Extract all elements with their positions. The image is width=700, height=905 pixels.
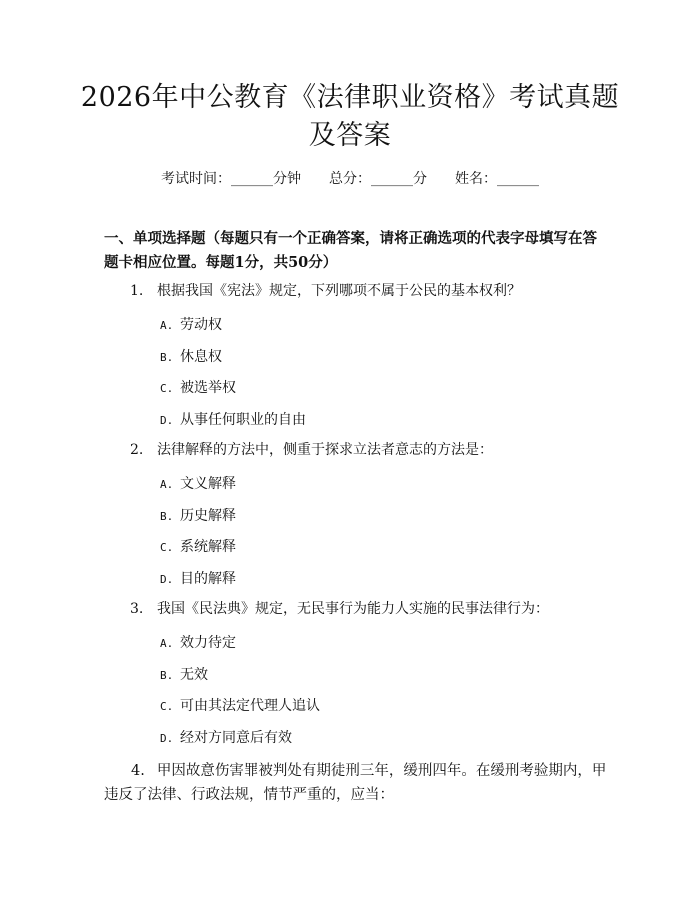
option-letter: D.	[160, 414, 174, 427]
option-text: 从事任何职业的自由	[180, 412, 306, 428]
name-field: 姓名：______	[455, 171, 539, 187]
question-number: 2.	[130, 442, 144, 458]
question-text: 法律解释的方法中，侧重于探求立法者意志的方法是：	[157, 442, 493, 458]
option-2c	[160, 537, 236, 558]
option-letter: B.	[160, 510, 174, 523]
option-letter: B.	[160, 351, 174, 364]
option-2a	[160, 474, 236, 495]
total-score-field: 总分：______分	[329, 171, 427, 187]
option-letter: C.	[160, 700, 174, 713]
option-text: 经对方同意后有效	[180, 730, 292, 746]
question-1	[130, 279, 610, 303]
question-number: 4.	[131, 763, 145, 779]
option-letter: B.	[160, 669, 174, 682]
question-4	[104, 759, 609, 807]
question-text: 甲因故意伤害罪被判处有期徒刑三年，缓刑四年。在缓刑考验期内，甲违反了法律、行政法规，情节严重的，应当：	[104, 763, 607, 803]
option-3c	[160, 696, 320, 717]
question-3	[130, 597, 610, 621]
question-text: 我国《民法典》规定，无民事行为能力人实施的民事法律行为：	[157, 601, 549, 617]
exam-title-line1: 2026年中公教育《法律职业资格》考试真题	[80, 82, 620, 113]
option-text: 目的解释	[180, 571, 236, 587]
option-3b	[160, 665, 208, 686]
option-2b	[160, 506, 236, 527]
option-text: 效力待定	[180, 635, 236, 651]
question-number: 1.	[130, 283, 144, 299]
exam-time-field: 考试时间：______分钟	[161, 171, 301, 187]
option-text: 无效	[180, 667, 208, 683]
option-text: 被选举权	[180, 380, 236, 396]
option-letter: A.	[160, 478, 174, 491]
exam-meta	[0, 168, 700, 188]
option-text: 系统解释	[180, 539, 236, 555]
option-3a	[160, 633, 236, 654]
option-3d	[160, 728, 292, 749]
option-letter: C.	[160, 541, 174, 554]
question-2	[130, 438, 610, 462]
option-letter: A.	[160, 637, 174, 650]
option-text: 休息权	[180, 349, 222, 365]
option-letter: D.	[160, 732, 174, 745]
option-text: 文义解释	[180, 476, 236, 492]
option-1c	[160, 378, 236, 399]
option-letter: D.	[160, 573, 174, 586]
option-letter: C.	[160, 382, 174, 395]
question-text: 根据我国《宪法》规定，下列哪项不属于公民的基本权利？	[157, 283, 521, 299]
section-heading: 一、单项选择题（每题只有一个正确答案，请将正确选项的代表字母填写在答题卡相应位置。每题1分，共50分）	[104, 230, 597, 271]
option-1d	[160, 410, 306, 431]
option-2d	[160, 569, 236, 590]
option-text: 可由其法定代理人追认	[180, 698, 320, 714]
option-letter: A.	[160, 319, 174, 332]
option-1b	[160, 347, 222, 368]
option-text: 历史解释	[180, 508, 236, 524]
option-text: 劳动权	[180, 317, 222, 333]
question-number: 3.	[130, 601, 144, 617]
exam-title-line2: 及答案	[308, 120, 392, 151]
option-1a	[160, 315, 222, 336]
